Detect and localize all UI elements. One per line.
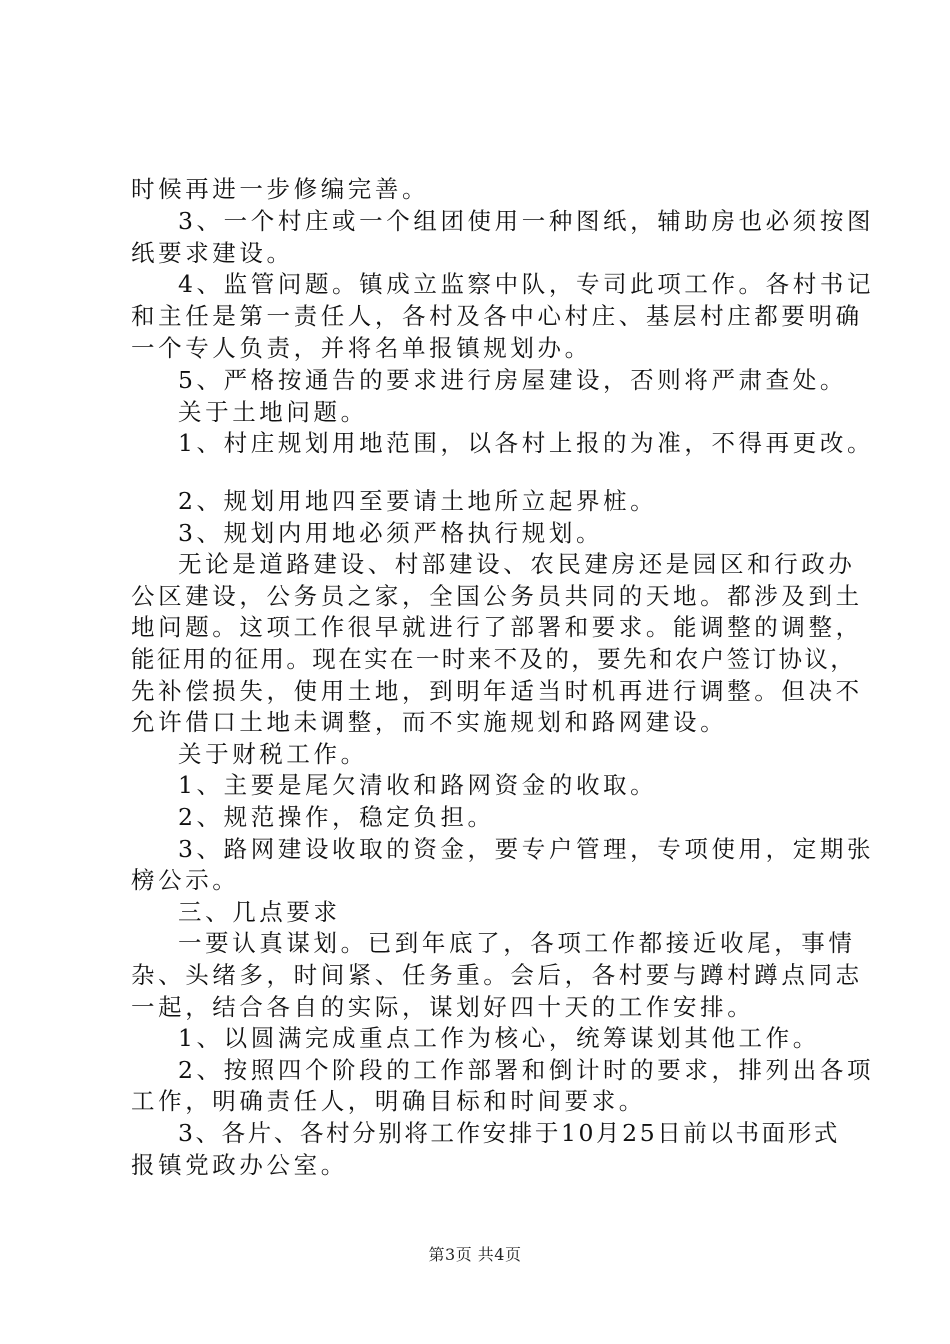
paragraph-line: 2、规划用地四至要请土地所立起界桩。 [178, 487, 658, 515]
paragraph-line: 一要认真谋划。已到年底了，各项工作都接近收尾，事情 [178, 929, 856, 957]
paragraph-line: 3、规划内用地必须严格执行规划。 [178, 519, 604, 547]
paragraph-line: 榜公示。 [131, 866, 240, 894]
paragraph-line: 报镇党政办公室。 [131, 1151, 348, 1179]
paragraph-line: 能征用的征用。现在实在一时来不及的，要先和农户签订协议， [131, 645, 857, 673]
paragraph-line: 1、主要是尾欠清收和路网资金的收取。 [178, 771, 658, 799]
paragraph-line: 时候再进一步修编完善。 [131, 175, 430, 203]
section-heading: 关于财税工作。 [178, 740, 368, 768]
paragraph-line: 一个专人负责，并将名单报镇规划办。 [131, 334, 592, 362]
paragraph-line: 无论是道路建设、村部建设、农民建房还是园区和行政办 [178, 550, 856, 578]
paragraph-line: 1、以圆满完成重点工作为核心，统筹谋划其他工作。 [178, 1024, 820, 1052]
paragraph-line: 3、一个村庄或一个组团使用一种图纸，辅助房也必须按图 [178, 207, 875, 235]
section-heading: 三、几点要求 [178, 898, 341, 926]
paragraph-line: 允许借口土地未调整，而不实施规划和路网建设。 [131, 708, 728, 736]
paragraph-line: 杂、头绪多，时间紧、任务重。会后，各村要与蹲村蹲点同志 [131, 961, 863, 989]
paragraph-line: 5、严格按通告的要求进行房屋建设，否则将严肃查处。 [178, 366, 847, 394]
paragraph-line: 2、按照四个阶段的工作部署和倒计时的要求，排列出各项 [178, 1056, 875, 1084]
paragraph-line: 1、村庄规划用地范围，以各村上报的为准，不得再更改。 [178, 429, 875, 457]
paragraph-line: 工作，明确责任人，明确目标和时间要求。 [131, 1087, 646, 1115]
paragraph-line: 4、监管问题。镇成立监察中队，专司此项工作。各村书记 [178, 270, 875, 298]
paragraph-line: 地问题。这项工作很早就进行了部署和要求。能调整的调整， [131, 613, 863, 641]
paragraph-line: 3、路网建设收取的资金，要专户管理，专项使用，定期张 [178, 835, 875, 863]
page-number-footer: 第3页 共4页 [428, 1245, 522, 1264]
paragraph-line: 纸要求建设。 [131, 239, 294, 267]
paragraph-line: 2、规范操作，稳定负担。 [178, 803, 495, 831]
paragraph-line: 公区建设，公务员之家，全国公务员共同的天地。都涉及到土 [131, 582, 863, 610]
section-heading: 关于土地问题。 [178, 398, 368, 426]
paragraph-line: 先补偿损失，使用土地，到明年适当时机再进行调整。但决不 [131, 677, 863, 705]
paragraph-line: 3、各片、各村分别将工作安排于10月25日前以书面形式 [178, 1119, 840, 1147]
paragraph-line: 一起，结合各自的实际，谋划好四十天的工作安排。 [131, 993, 755, 1021]
paragraph-line: 和主任是第一责任人，各村及各中心村庄、基层村庄都要明确 [131, 302, 863, 330]
